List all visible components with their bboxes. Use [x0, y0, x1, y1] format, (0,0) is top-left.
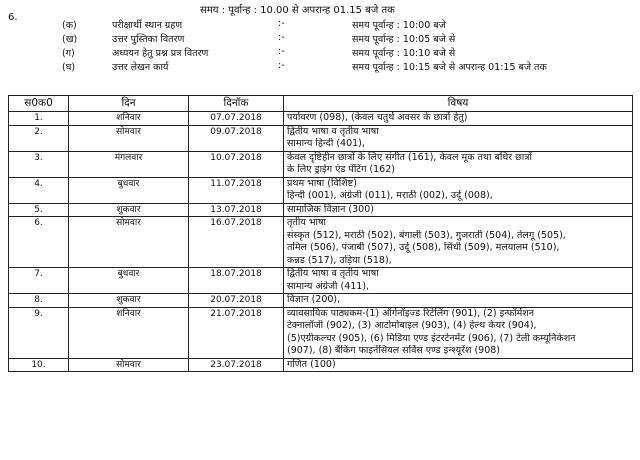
- subject-line: (5)एग्रीकल्चर (905), (6) मिडिया एण्ड इंटरटेनमेंट (906), (7) टेली कम्यूनिकेशन: [287, 332, 576, 344]
- table-row: [9, 268, 633, 294]
- subject-line: तृतीय भाषा: [287, 217, 326, 228]
- cell-subject: [284, 294, 633, 308]
- timing-dash: :-: [278, 18, 285, 29]
- header-date: दिनॉक: [189, 96, 284, 112]
- table-row: [9, 217, 633, 268]
- table-row: [9, 125, 633, 151]
- cell-serial: 2.: [9, 125, 69, 151]
- cell-date: 23.07.2018: [189, 358, 284, 372]
- timing-dash: :-: [278, 46, 285, 57]
- cell-day: मंगलवार: [69, 151, 189, 177]
- cell-day: शुकवार: [69, 294, 189, 308]
- timing-event: अध्ययन हेतु प्रश्न प्रत्र वितरण: [112, 48, 209, 59]
- table-row: [9, 151, 633, 177]
- exam-schedule-table: [8, 95, 633, 372]
- cell-date: 20.07.2018: [189, 294, 284, 308]
- cell-date: 18.07.2018: [189, 268, 284, 294]
- subject-line: व्यावसायिक पाठ्यकम-(1) ऑर्गनॉइज्ड रिटेलिंग (901), (2) इन्फॉर्मेशन: [287, 307, 535, 319]
- subject-line: हिन्दी (001), अंग्रेजी (011), मराठी (002), उर्दू (008),: [287, 190, 493, 201]
- header-day: दिन: [69, 96, 189, 112]
- table-row: [9, 177, 633, 203]
- subject-line: कन्नड (517), उड़िया (518),: [287, 254, 392, 266]
- cell-subject: [284, 177, 633, 203]
- table-header-row: [9, 96, 633, 112]
- timing-row: [0, 32, 640, 44]
- cell-date: 10.07.2018: [189, 151, 284, 177]
- timing-event: उत्तर पुस्तिका वितरण: [112, 34, 185, 45]
- cell-date: 09.07.2018: [189, 125, 284, 151]
- subject-line: सामाजिक विज्ञान (300): [287, 203, 374, 215]
- timing-dash: :-: [278, 32, 285, 43]
- cell-subject: [284, 112, 633, 126]
- cell-serial: 4.: [9, 177, 69, 203]
- cell-day: शुकवार: [69, 203, 189, 217]
- timing-letter: (घ): [62, 62, 76, 73]
- exam-timing-summary: समय : पूर्वान्ह : 10.00 से अपरान्ह 01.15 बजे तक: [200, 5, 395, 16]
- subject-line: टेक्नालॉजी (902), (3) आटोमोबाइल (903), (4) हेल्थ केयर (904),: [287, 320, 537, 331]
- cell-serial: 8.: [9, 294, 69, 308]
- cell-serial: 9.: [9, 307, 69, 358]
- cell-day: सोमवार: [69, 217, 189, 268]
- timing-time: समय पूर्वान्ह : 10:00 बजे: [352, 20, 446, 31]
- cell-subject: [284, 307, 633, 358]
- cell-serial: 7.: [9, 268, 69, 294]
- table-row: [9, 203, 633, 217]
- header-serial: स0क0: [9, 96, 69, 112]
- subject-line: तमिल (506), पंजाबी (507), उर्दू (508), सिंधी (509), मलयालम (510),: [287, 242, 560, 253]
- subject-line: संस्कृत (512), मराठी (502), बंगाली (503), गुजराती (504), तेलगू (505),: [287, 229, 566, 241]
- cell-day: शनिवार: [69, 307, 189, 358]
- section-number: 6.: [8, 12, 18, 23]
- cell-subject: [284, 217, 633, 268]
- cell-serial: 6.: [9, 217, 69, 268]
- subject-line: सामान्य अंग्रेजी (411),: [287, 280, 370, 292]
- table-row: [9, 294, 633, 308]
- cell-day: सोमवार: [69, 358, 189, 372]
- cell-serial: 3.: [9, 151, 69, 177]
- cell-subject: [284, 151, 633, 177]
- cell-date: 11.07.2018: [189, 177, 284, 203]
- cell-serial: 5.: [9, 203, 69, 217]
- cell-day: बुधवार: [69, 268, 189, 294]
- timing-time: समय पूर्वान्ह : 10:15 बजे से अपरान्ह 01:15 बजे तक: [352, 62, 547, 73]
- subject-line: विज्ञान (200),: [287, 294, 341, 305]
- timing-time: समय पूर्वान्ह : 10:05 बजे से: [352, 34, 456, 45]
- subject-line: सामान्य हिन्दी (401),: [287, 138, 365, 149]
- cell-serial: 1.: [9, 112, 69, 126]
- subject-line: द्वितीय भाषा व तृतीय भाषा: [287, 268, 379, 279]
- subject-line: द्वितीय भाषा व तृतीय भाषा: [287, 125, 379, 137]
- timing-letter: (क): [62, 20, 77, 31]
- cell-date: 07.07.2018: [189, 112, 284, 126]
- timing-row: [0, 60, 640, 72]
- subject-line: पर्यावरण (098), (केवल चतुर्थ अवसर के छात्रों हेतु): [287, 112, 468, 123]
- subject-line: (907), (8) बैंकिंग फाइनेंसियल सर्विस एण्ड इन्श्यूरेंश (908): [287, 345, 500, 356]
- table-row: [9, 112, 633, 126]
- subject-line: गणित (100): [287, 358, 336, 370]
- cell-serial: 10.: [9, 358, 69, 372]
- cell-subject: [284, 268, 633, 294]
- header-subject: विषय: [284, 96, 633, 112]
- timing-row: [0, 46, 640, 58]
- subject-line: केवल दृष्टिहीन छात्रों के लिए संगीत (161), केवल मूक तथा बधिर छात्रों: [287, 151, 532, 163]
- cell-day: बुधवार: [69, 177, 189, 203]
- cell-day: सोमवार: [69, 125, 189, 151]
- timing-event: परीक्षार्थी स्थान ग्रहण: [112, 20, 183, 31]
- cell-date: 21.07.2018: [189, 307, 284, 358]
- subject-line: प्रथम भाषा (विशिष्ट): [287, 177, 357, 189]
- timing-letter: (ग): [62, 48, 75, 59]
- timing-letter: (ख): [62, 34, 78, 45]
- table-row: [9, 358, 633, 372]
- cell-date: 16.07.2018: [189, 217, 284, 268]
- cell-subject: [284, 358, 633, 372]
- timing-time: समय पूर्वान्ह : 10:10 बजे से: [352, 48, 456, 59]
- cell-date: 13.07.2018: [189, 203, 284, 217]
- cell-subject: [284, 125, 633, 151]
- subject-line: के लिए ड्राईग एंड पेंटिंग (162): [287, 164, 395, 175]
- timing-event: उत्तर लेखन कार्य: [112, 62, 169, 73]
- table-row: [9, 307, 633, 358]
- cell-subject: [284, 203, 633, 217]
- cell-day: शनिवार: [69, 112, 189, 126]
- timing-dash: :-: [278, 60, 285, 71]
- timing-row: [0, 18, 640, 30]
